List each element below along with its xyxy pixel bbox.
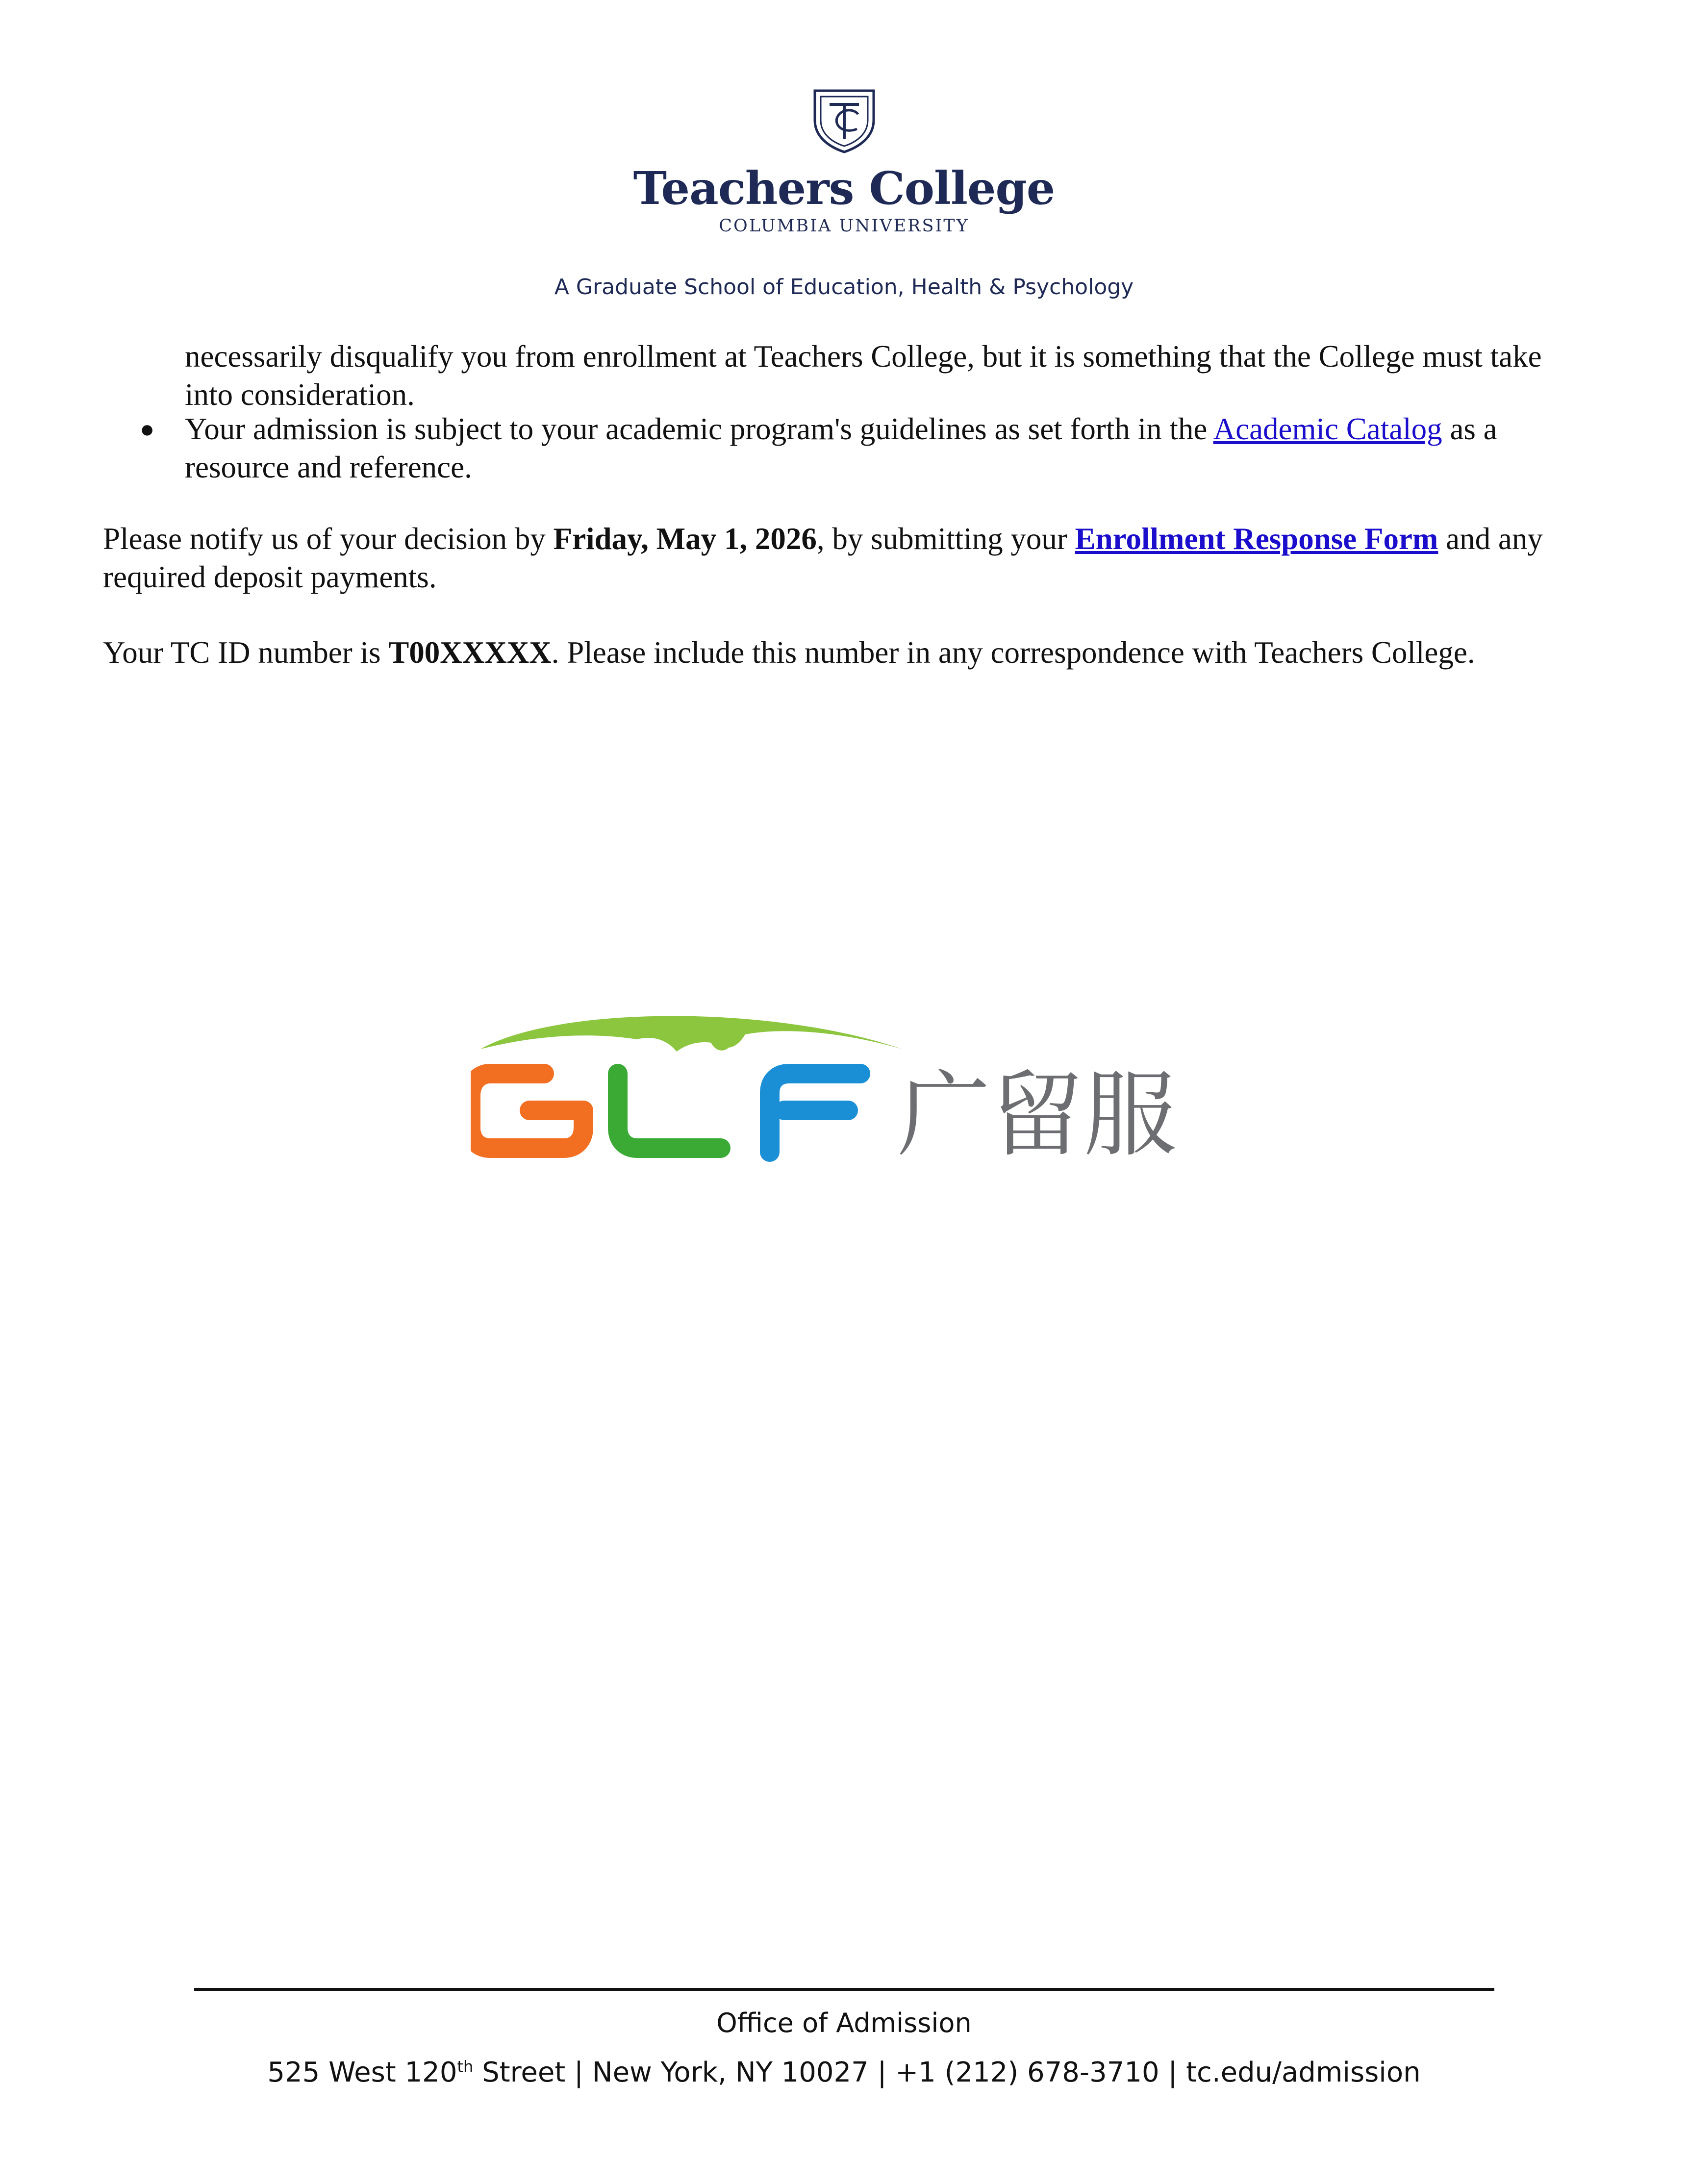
glf-watermark-logo: [471, 1005, 1235, 1172]
enrollment-response-form-link[interactable]: Enrollment Response Form: [1075, 522, 1438, 556]
glf-chinese-wordmark: 广留服: [897, 1061, 1177, 1169]
footer-office: Office of Admission: [716, 2008, 972, 2038]
brand-name: Teachers College: [633, 162, 1055, 215]
tc-id-number: T00XXXXX: [388, 635, 552, 670]
tc-crest-icon: [810, 86, 879, 154]
footer-address-ordinal: th: [457, 2057, 474, 2076]
bullet-text-post: as a resource and reference.: [185, 412, 1497, 484]
decision-post: and any required deposit payments.: [103, 522, 1543, 594]
academic-catalog-link[interactable]: Academic Catalog: [1213, 412, 1442, 446]
footer-address-street: 525 West 120: [267, 2057, 457, 2088]
tc-id-paragraph: [103, 633, 1598, 672]
tc-id-post: . Please include this number in any correspondence with Teachers College.: [551, 635, 1475, 670]
decision-paragraph: [103, 520, 1598, 596]
decision-mid: , by submitting your: [816, 522, 1075, 556]
footer-divider: [194, 1988, 1494, 1991]
tagline: A Graduate School of Education, Health & Psychology: [554, 275, 1134, 300]
decision-deadline: Friday, May 1, 2026: [553, 522, 817, 556]
footer-address: [0, 2057, 1688, 2088]
bullet-text: [185, 410, 1587, 486]
decision-pre: Please notify us of your decision by: [103, 522, 554, 556]
brand-subtitle: COLUMBIA UNIVERSITY: [719, 216, 969, 236]
bullet-text-pre: Your admission is subject to your academic program's guidelines as set forth in the: [185, 412, 1213, 446]
bullet-marker: ●: [140, 415, 155, 443]
letterhead: [0, 86, 1688, 237]
continuation-text: necessarily disqualify you from enrollment at Teachers College, but it is something that the College must take into consideration.: [185, 339, 1542, 412]
bullet-item: [140, 410, 1587, 486]
tc-id-pre: Your TC ID number is: [103, 635, 389, 670]
footer-address-rest: Street | New York, NY 10027 | +1 (212) 678-3710 | tc.edu/admission: [473, 2057, 1421, 2088]
